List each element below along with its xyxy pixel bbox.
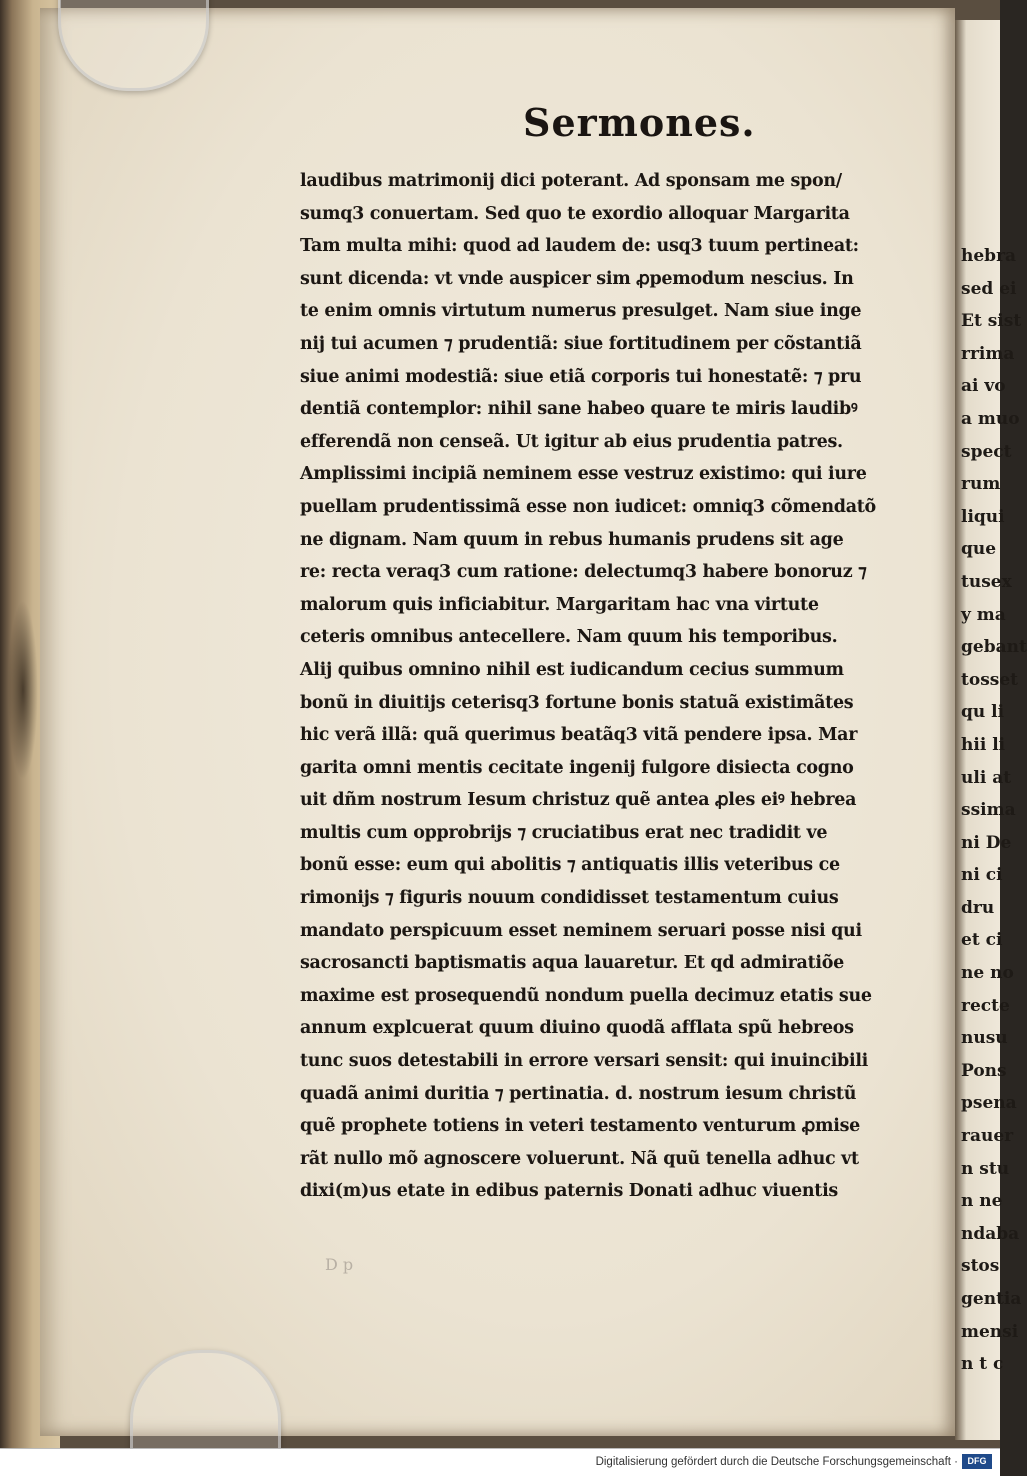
facing-text-line: dru: [961, 897, 995, 918]
facing-text-line: sed ei: [961, 278, 1017, 299]
facing-text-line: mensi: [961, 1321, 1019, 1342]
text-line: sunt dicenda: vt vnde auspicer sim ꝓpemodum nescius. In: [300, 268, 854, 289]
facing-text-line: n stu: [961, 1158, 1010, 1179]
facing-text-line: ndaba: [961, 1223, 1020, 1244]
text-line: efferendã non censeã. Ut igitur ab eius prudentia patres.: [300, 431, 843, 452]
facing-text-line: hii li: [961, 734, 1006, 755]
text-line: te enim omnis virtutum numerus presulget. Nam siue inge: [300, 301, 862, 322]
text-line: maxime est prosequendũ nondum puella decimuz etatis sue: [300, 985, 872, 1006]
facing-text-line: Pons: [961, 1060, 1007, 1081]
dfg-logo: DFG: [962, 1454, 992, 1469]
facing-text-line: uli at: [961, 767, 1012, 788]
facing-page-text: [955, 240, 1027, 1381]
body-text: [300, 165, 960, 1208]
facing-text-line: nusu: [961, 1028, 1008, 1049]
text-line: Alij quibus omnino nihil est iudicandum cecius summum: [300, 659, 844, 680]
text-line: sumq3 conuertam. Sed quo te exordio alloquar Margarita: [300, 203, 850, 224]
text-line: rãt nullo mõ agnoscere voluerunt. Nã quũ tenella adhuc vt: [300, 1148, 859, 1169]
facing-text-line: ne no: [961, 963, 1014, 984]
text-line: hic verã illã: quã querimus beatãq3 vitã pendere ipsa. Mar: [300, 725, 858, 746]
footer-credit: Digitalisierung gefördert durch die Deutsche Forschungsgemeinschaft ·: [595, 1456, 958, 1468]
facing-text-line: que: [961, 539, 997, 560]
text-line: annum explcuerat quum diuino quodã afflata spũ hebreos: [300, 1018, 854, 1039]
text-line: laudibus matrimonij dici poterant. Ad sponsam me spon/: [300, 171, 842, 191]
text-line: Amplissimi incipiã neminem esse vestruz existimo: qui iure: [300, 464, 867, 485]
facing-text-line: recte: [961, 995, 1010, 1016]
facing-text-line: ssima: [961, 800, 1016, 821]
text-line: malorum quis inficiabitur. Margaritam hac vna virtute: [300, 594, 819, 615]
page-header: Sermones.: [523, 100, 756, 145]
text-line: mandato perspicuum esset neminem seruari posse nisi qui: [300, 920, 862, 941]
facing-text-line: ai vo: [961, 376, 1006, 397]
text-line: ceteris omnibus antecellere. Nam quum his temporibus.: [300, 627, 838, 648]
facing-text-line: rrima: [961, 343, 1015, 364]
facing-text-line: y ma: [961, 604, 1006, 625]
text-line: quẽ prophete totiens in veteri testamento venturum ꝓmise: [300, 1116, 860, 1137]
facing-text-line: n t c: [961, 1354, 1004, 1375]
facing-text-line: rauer: [961, 1126, 1014, 1147]
facing-text-line: tosset: [961, 669, 1019, 690]
text-line: uit dñm nostrum Iesum christuz quẽ antea ꝓles eiꝰ hebrea: [300, 790, 857, 811]
facing-text-line: spect: [961, 441, 1012, 462]
text-line: multis cum opprobrijs ⁊ cruciatibus erat nec tradidit ve: [300, 822, 828, 843]
text-line: quadã animi duritia ⁊ pertinatia. d. nostrum iesum christũ: [300, 1083, 857, 1104]
facing-text-line: gebant: [961, 637, 1027, 658]
facing-text-line: ni ci: [961, 865, 1003, 886]
text-line: garita omni mentis cecitate ingenij fulgore disiecta cogno: [300, 757, 854, 778]
facing-text-line: ni De: [961, 832, 1012, 853]
facing-text-line: Et sist: [961, 311, 1022, 332]
facing-text-line: hebra: [961, 246, 1017, 266]
text-line: sacrosancti baptismatis aqua lauaretur. Et qd admiratiõe: [300, 953, 844, 974]
text-line: re: recta veraq3 cum ratione: delectumq3 habere bonoruz ⁊: [300, 562, 867, 583]
text-line: rimonijs ⁊ figuris nouum condidisset testamentum cuius: [300, 888, 839, 909]
facing-text-line: n ne: [961, 1191, 1003, 1212]
facing-text-line: stos: [961, 1256, 1000, 1277]
text-line: ne dignam. Nam quum in rebus humanis prudens sit age: [300, 529, 844, 550]
facing-text-line: et ci: [961, 930, 1003, 951]
facing-text-line: qu li: [961, 702, 1005, 723]
facing-page: [955, 20, 1027, 1440]
facing-text-line: psena: [961, 1093, 1017, 1114]
text-line: dixi(m)us etate in edibus paternis Donati adhuc viuentis: [300, 1181, 838, 1202]
signature-mark: D p: [325, 1255, 354, 1274]
text-line: bonũ in diuitijs ceterisq3 fortune bonis statuã existimãtes: [300, 692, 854, 713]
facing-text-line: tusex: [961, 571, 1012, 592]
footer-bar: [0, 1448, 1000, 1476]
text-line: bonũ esse: eum qui abolitis ⁊ antiquatis illis veteribus ce: [300, 855, 840, 876]
text-line: siue animi modestiã: siue etiã corporis tui honestatẽ: ⁊ pru: [300, 366, 862, 387]
text-line: dentiã contemplor: nihil sane habeo quare te miris laudibꝰ: [300, 399, 858, 420]
text-line: puellam prudentissimã esse non iudicet: omniq3 cõmendatõ: [300, 496, 876, 517]
facing-text-line: gentia: [961, 1289, 1022, 1309]
text-line: nij tui acumen ⁊ prudentiã: siue fortitudinem per cõstantiã: [300, 333, 862, 354]
facing-text-line: rum: [961, 474, 1001, 495]
text-line: tunc suos detestabili in errore versari sensit: qui inuincibili: [300, 1051, 869, 1072]
text-line: Tam multa mihi: quod ad laudem de: usq3 tuum pertineat:: [300, 236, 859, 257]
facing-text-line: a muo: [961, 408, 1020, 429]
facing-text-line: liqui: [961, 506, 1005, 527]
